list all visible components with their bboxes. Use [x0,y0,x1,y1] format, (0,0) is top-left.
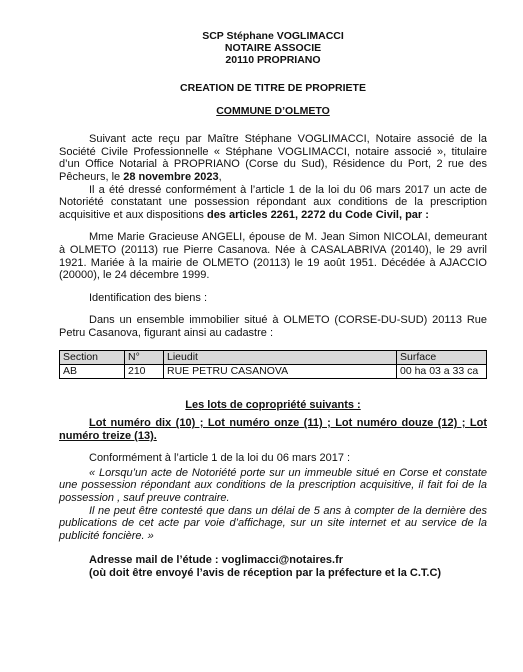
act-date: 28 novembre 2023 [123,170,219,183]
col-lieudit: Lieudit [164,350,397,364]
civil-code-articles: des articles 2261, 2272 du Code Civil [206,208,399,221]
act-text: Suivant acte reçu par Maître Stéphane VOGLIMACCI, Notaire associé de la Société Civile Professionnelle « Stéphane VOGLIMACCI, notaire associé », titulaire d’un Office Notarial à PROPRIANO (Corse du Sud), Résidence du Port, 2 rue des Pêcheurs, le [59,133,487,183]
cell-surface: 00 ha 03 a 33 ca [397,364,487,378]
cadastre-header-row [60,350,487,364]
act-paragraph [59,133,487,183]
notoriety-end: , par : [398,208,429,221]
cell-number: 210 [125,364,164,378]
notice-title: CREATION DE TITRE DE PROPRIETE [180,82,366,94]
act-end: , [218,170,222,183]
law-quote-1: « Lorsqu’un acte de Notoriété porte sur un immeuble situé en Corse et constate une possession répondant aux conditions de la prescription acquisitive, il fait foi de la possession , sauf preuve contraire. [59,466,487,505]
property-identification: Identification des biens : [89,291,208,304]
property-location: Dans un ensemble immobilier situé à OLMETO (CORSE-DU-SUD) 20113 Rue Petru Casanova, figurant ainsi au cadastre : [59,314,487,339]
notoriety-text: Il a été dressé conformément à l’article 1 de la loi du 06 mars 2017 un acte de Notoriété constatant une possession répondant aux conditions de la prescription acquisitive et aux dispositions [59,183,487,221]
commune-title: COMMUNE D’OLMETO [216,104,330,117]
lots-list: Lot numéro dix (10) ; Lot numéro onze (11) ; Lot numéro douze (12) ; Lot numéro treize (13). [59,417,487,442]
cell-lieudit: RUE PETRU CASANOVA [164,364,397,378]
notice-document [59,30,487,580]
col-section: Section [60,350,125,364]
cell-section: AB [60,364,125,378]
law-quote-2: Il ne peut être contesté que dans un délai de 5 ans à compter de la dernière des publications de cet acte par voie d’affichage, sur un site internet et au service de la publicité foncière. » [59,504,487,542]
col-number: N° [125,350,164,364]
col-surface: Surface [397,350,487,364]
owner-paragraph: Mme Marie Gracieuse ANGELI, épouse de M. Jean Simon NICOLAI, demeurant à OLMETO (20113) rue Pierre Casanova. Née à CASALABRIVA (20140), le 29 avril 1921. Mariée à la mairie de OLMETO (20113) le 19 août 1951. Décédée à AJACCIO (20000), le 24 décembre 1999. [59,231,487,282]
office-role: NOTAIRE ASSOCIE [224,42,322,54]
contact-email: Adresse mail de l’étude : voglimacci@notaires.fr [89,554,344,567]
lots-title: Les lots de copropriété suivants : [185,398,361,411]
cadastre-table [59,350,487,379]
office-city: 20110 PROPRIANO [225,54,321,66]
table-row [60,364,487,378]
contact-note: (où doit être envoyé l’avis de réception par la préfecture et la C.T.C) [89,567,442,580]
law-reference: Conformément à l’article 1 de la loi du 06 mars 2017 : [89,452,351,465]
office-name: SCP Stéphane VOGLIMACCI [202,30,344,42]
notoriety-paragraph [59,184,487,222]
